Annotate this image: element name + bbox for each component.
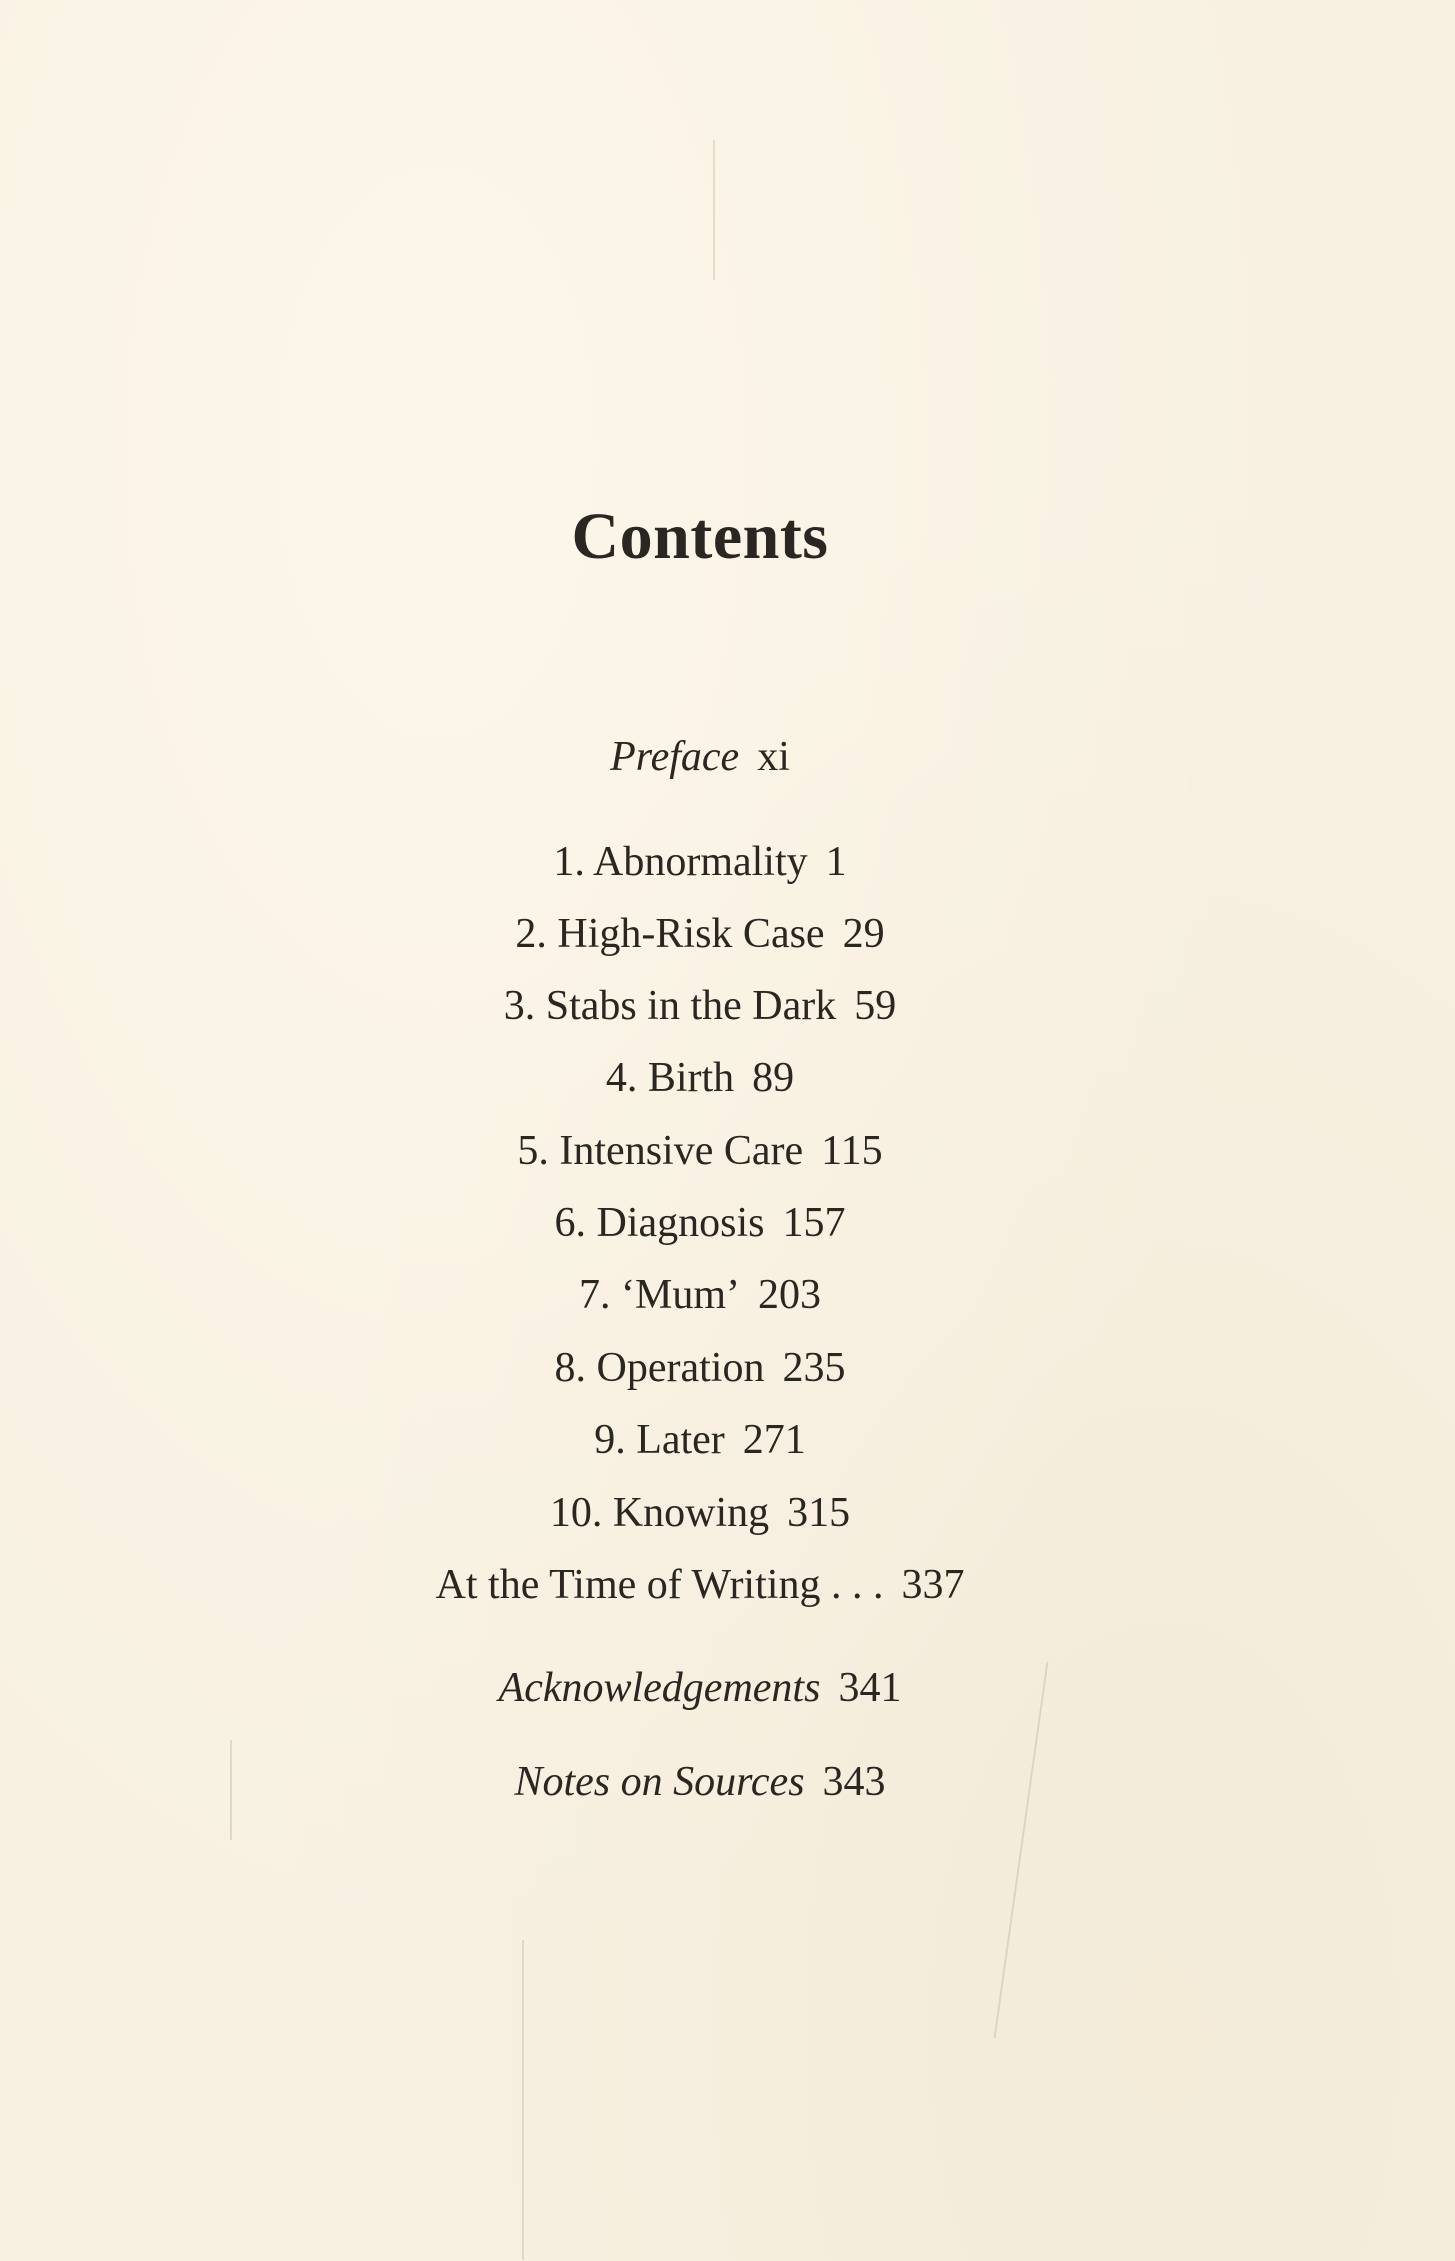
toc-entry-acknowledgements bbox=[0, 1664, 1400, 1712]
toc-entry-label: Acknowledgements bbox=[498, 1665, 821, 1711]
toc-entry-chapter-10 bbox=[0, 1489, 1400, 1537]
toc-entry-label: 6. Diagnosis bbox=[554, 1200, 765, 1246]
toc-entry-page: 157 bbox=[782, 1200, 846, 1246]
toc-entry-preface bbox=[0, 733, 1400, 781]
toc-entry-page: xi bbox=[757, 734, 790, 780]
toc-entry-label: 8. Operation bbox=[554, 1345, 765, 1391]
toc-entry-chapter-3 bbox=[0, 982, 1400, 1030]
toc-entry-label: 5. Intensive Care bbox=[517, 1128, 804, 1174]
toc-entry-at-the-time-of-writing bbox=[0, 1561, 1400, 1609]
toc-entry-page: 203 bbox=[758, 1272, 821, 1318]
toc-entry-chapter-5 bbox=[0, 1127, 1400, 1175]
toc-entry-chapter-6 bbox=[0, 1199, 1400, 1247]
toc-entry-label: 3. Stabs in the Dark bbox=[503, 983, 837, 1029]
toc-entry-page: 315 bbox=[787, 1490, 851, 1536]
toc-entry-page: 271 bbox=[742, 1417, 806, 1463]
toc-entry-label: Notes on Sources bbox=[514, 1759, 805, 1805]
toc-entry-page: 1 bbox=[825, 839, 847, 885]
toc-entry-label: 2. High-Risk Case bbox=[515, 911, 825, 957]
page-title: Contents bbox=[571, 500, 829, 574]
toc-entry-label: At the Time of Writing . . . bbox=[435, 1562, 884, 1608]
toc-entry-chapter-9 bbox=[0, 1416, 1400, 1464]
toc-entry-page: 89 bbox=[752, 1055, 795, 1101]
toc-entry-page: 29 bbox=[842, 911, 885, 957]
toc-entry-page: 115 bbox=[821, 1128, 883, 1174]
page-crease bbox=[713, 140, 715, 280]
toc-entry-chapter-7 bbox=[0, 1271, 1400, 1319]
toc-entry-label: 9. Later bbox=[594, 1417, 725, 1463]
toc-entry-page: 337 bbox=[901, 1562, 965, 1608]
toc-entry-chapter-1 bbox=[0, 838, 1400, 886]
toc-entry-page: 59 bbox=[854, 983, 897, 1029]
toc-entry-page: 341 bbox=[838, 1665, 902, 1711]
toc-entry-chapter-2 bbox=[0, 910, 1400, 958]
toc-entry-label: Preface bbox=[610, 734, 740, 780]
toc-entry-label: 7. ‘Mum’ bbox=[579, 1272, 740, 1318]
toc-entry-chapter-8 bbox=[0, 1344, 1400, 1392]
toc-entry-page: 343 bbox=[822, 1759, 886, 1805]
page-crease bbox=[994, 1662, 1049, 2039]
toc-entry-notes-on-sources bbox=[0, 1758, 1400, 1806]
toc-entry-label: 4. Birth bbox=[605, 1055, 735, 1101]
toc-entry-label: 10. Knowing bbox=[549, 1490, 770, 1536]
page-crease bbox=[522, 1940, 524, 2260]
toc-entry-page: 235 bbox=[782, 1345, 846, 1391]
toc-entry-label: 1. Abnormality bbox=[553, 839, 808, 885]
toc-entry-chapter-4 bbox=[0, 1054, 1400, 1102]
